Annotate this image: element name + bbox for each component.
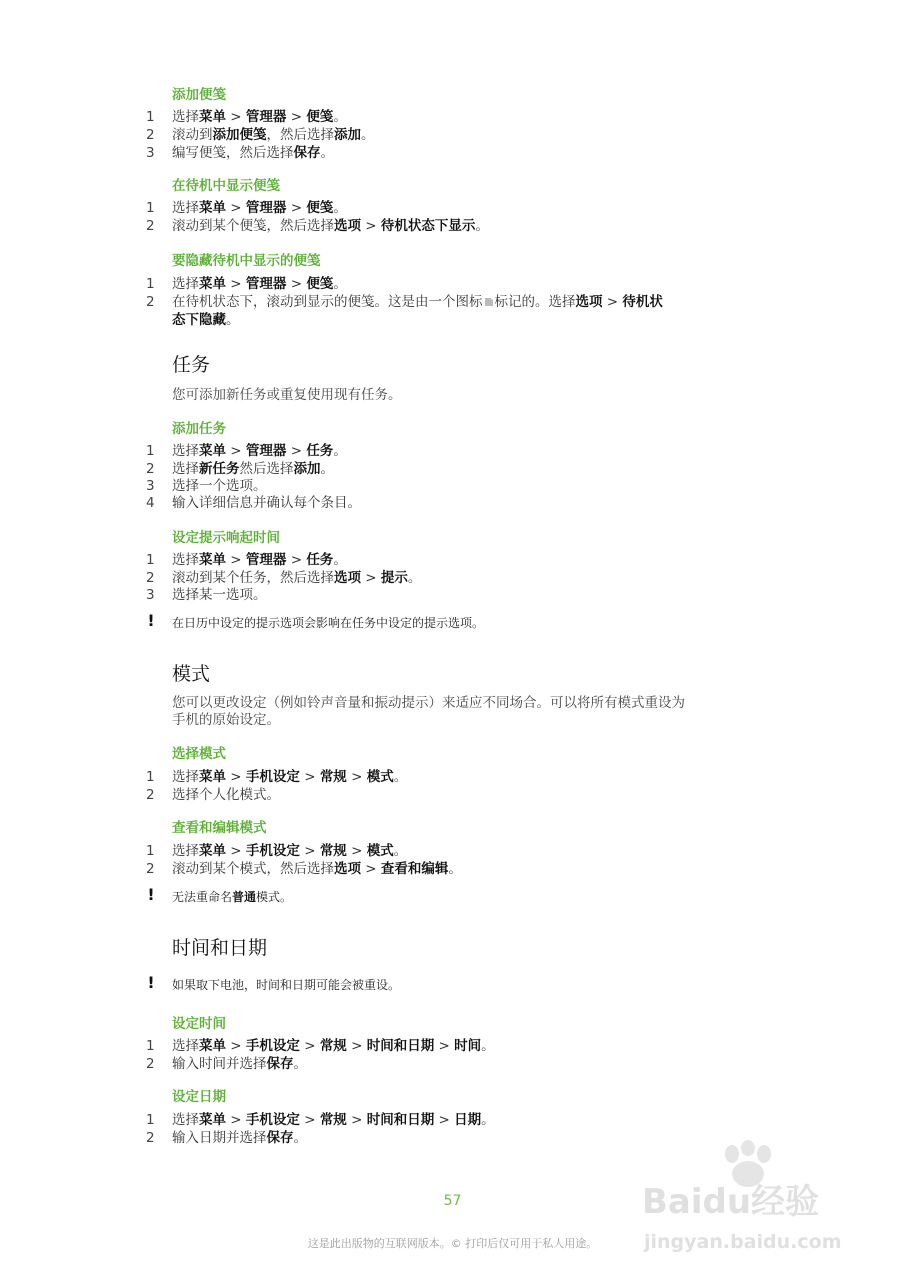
- heading-show-note-standby: 在待机中显示便笺: [172, 178, 280, 194]
- step-text: 选择菜单 > 管理器 > 任务。: [172, 552, 347, 568]
- step-number: 2: [146, 570, 155, 586]
- footer-copyright: 这是此出版物的互联网版本。© 打印后仅可用于私人用途。: [307, 1237, 598, 1250]
- watermark-url: jingyan.baidu.com: [644, 1231, 842, 1253]
- exclamation-icon: !: [147, 885, 155, 904]
- page-number: 57: [443, 1193, 462, 1209]
- step-text: 选择菜单 > 手机设定 > 常规 > 时间和日期 > 日期。: [172, 1112, 495, 1128]
- step-text: 选择菜单 > 手机设定 > 常规 > 时间和日期 > 时间。: [172, 1038, 495, 1054]
- step-text: 选择一个选项。: [172, 478, 267, 494]
- step-text: 选择菜单 > 管理器 > 任务。: [172, 443, 347, 459]
- heading-add-task: 添加任务: [172, 421, 226, 437]
- step-number: 2: [146, 127, 155, 143]
- heading-add-note: 添加便笺: [172, 87, 226, 103]
- step-text: 输入详细信息并确认每个条目。: [172, 495, 361, 511]
- step-number: 2: [146, 787, 155, 803]
- step-text: 输入时间并选择保存。: [172, 1056, 307, 1072]
- step-number: 1: [146, 552, 155, 568]
- section-title-datetime: 时间和日期: [172, 937, 268, 959]
- step-number: 1: [146, 1112, 155, 1128]
- watermark-brand: Baidu经验: [642, 1182, 820, 1222]
- step-number: 1: [146, 109, 155, 125]
- step-number: 1: [146, 200, 155, 216]
- step-number: 4: [146, 495, 155, 511]
- heading-set-time: 设定时间: [172, 1016, 226, 1032]
- step-text: 选择新任务然后选择添加。: [172, 461, 334, 477]
- profiles-intro-line-1: 您可以更改设定（例如铃声音量和振动提示）来适应不同场合。可以将所有模式重设为: [172, 695, 685, 711]
- section-title-profiles: 模式: [172, 663, 211, 685]
- step-continuation: 态下隐藏。: [172, 312, 240, 328]
- step-text: 选择菜单 > 管理器 > 便笺。: [172, 109, 347, 125]
- step-text: 选择菜单 > 管理器 > 便笺。: [172, 276, 347, 292]
- step-number: 2: [146, 294, 155, 310]
- note-text: 无法重命名普通模式。: [172, 890, 293, 904]
- exclamation-icon: !: [147, 611, 155, 630]
- note-icon: [484, 297, 494, 307]
- step-text: 选择菜单 > 管理器 > 便笺。: [172, 200, 347, 216]
- step-number: 1: [146, 769, 155, 785]
- step-text: 在待机状态下，滚动到显示的便笺。这是由一个图标 标记的。选择选项 > 待机状: [172, 294, 663, 310]
- step-number: 2: [146, 461, 155, 477]
- note-text: 在日历中设定的提示选项会影响在任务中设定的提示选项。: [172, 616, 485, 630]
- step-number: 1: [146, 276, 155, 292]
- step-number: 2: [146, 1056, 155, 1072]
- step-text: 滚动到某个模式，然后选择选项 > 查看和编辑。: [172, 861, 462, 877]
- step-text: 输入日期并选择保存。: [172, 1130, 307, 1146]
- step-number: 2: [146, 1130, 155, 1146]
- heading-edit-profile: 查看和编辑模式: [172, 820, 267, 836]
- step-number: 2: [146, 218, 155, 234]
- step-text: 编写便笺，然后选择保存。: [172, 145, 334, 161]
- step-text: 滚动到某个便笺，然后选择选项 > 待机状态下显示。: [172, 218, 489, 234]
- step-number: 1: [146, 443, 155, 459]
- step-number: 2: [146, 861, 155, 877]
- heading-select-profile: 选择模式: [172, 746, 226, 762]
- note-text: 如果取下电池，时间和日期可能会被重设。: [172, 978, 401, 992]
- step-text: 选择个人化模式。: [172, 787, 280, 803]
- step-text: 选择某一选项。: [172, 587, 267, 603]
- profiles-intro-line-2: 手机的原始设定。: [172, 712, 280, 728]
- step-number: 1: [146, 1038, 155, 1054]
- heading-set-date: 设定日期: [172, 1089, 226, 1105]
- exclamation-icon: !: [147, 973, 155, 992]
- step-text: 选择菜单 > 手机设定 > 常规 > 模式。: [172, 843, 408, 859]
- heading-hide-note-standby: 要隐藏待机中显示的便笺: [172, 253, 321, 269]
- step-number: 3: [146, 478, 155, 494]
- step-text: 滚动到某个任务，然后选择选项 > 提示。: [172, 570, 422, 586]
- step-number: 3: [146, 145, 155, 161]
- tasks-intro: 您可添加新任务或重复使用现有任务。: [172, 387, 402, 403]
- step-text: 选择菜单 > 手机设定 > 常规 > 模式。: [172, 769, 408, 785]
- step-number: 3: [146, 587, 155, 603]
- step-text: 滚动到添加便笺，然后选择添加。: [172, 127, 375, 143]
- step-number: 1: [146, 843, 155, 859]
- heading-set-reminder: 设定提示响起时间: [172, 530, 280, 546]
- section-title-tasks: 任务: [172, 354, 211, 376]
